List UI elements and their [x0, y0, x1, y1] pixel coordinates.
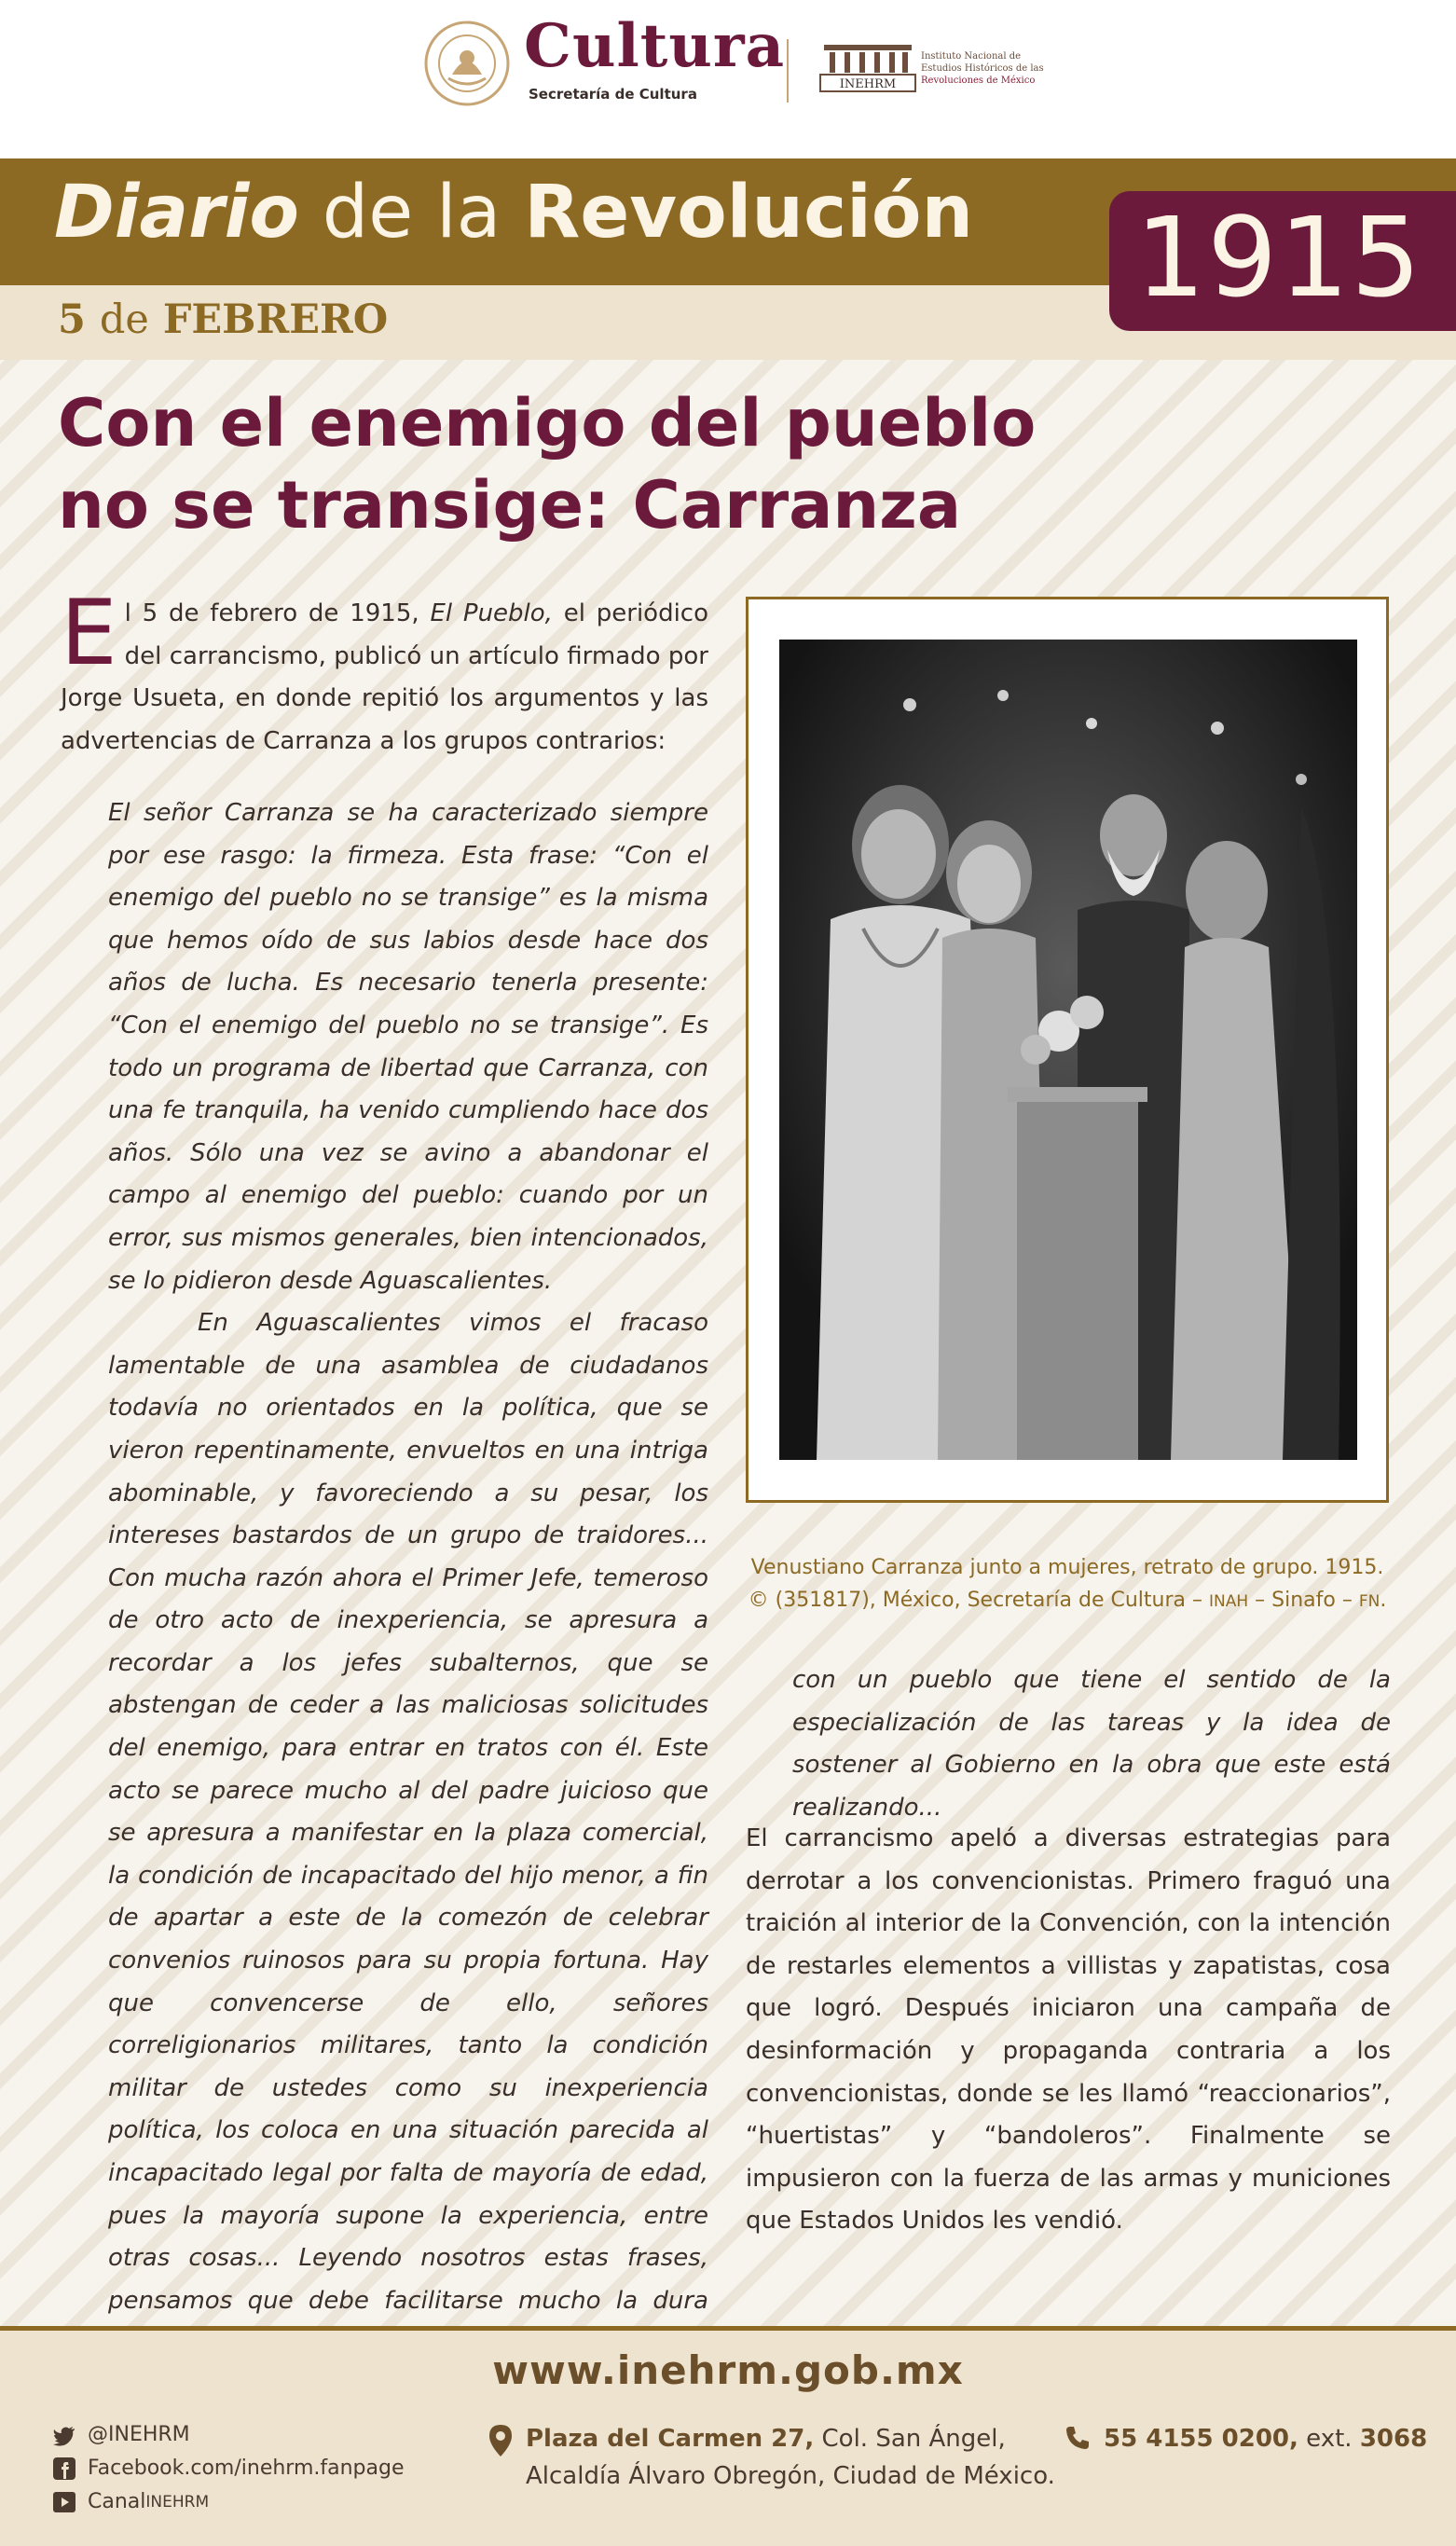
caption-credit-a: © (351817), México, Secretaría de Cultura –: [748, 1589, 1209, 1612]
inehrm-line-1: Instituto Nacional de: [921, 51, 1022, 62]
drop-cap: E: [61, 581, 117, 685]
caption-fn: FN: [1358, 1592, 1380, 1611]
quote-paragraph-2: En Aguascalientes vimos el fracaso lamentable de una asamblea de ciudadanos todavía no orientados en la política, que se vieron repentinamente, envueltos en una intriga abominable, y favoreciendo a su pesar, los intereses bastardos de un grupo de traidores... Con mucha razón ahora el Primer Jefe, temeroso de otro acto de inexperiencia, se apresura a recordar a los jefes subalternos, que se abstengan de ceder a las maliciosas solicitudes del enemigo, para entrar en tratos con él. Este acto se parece mucho al del padre juicioso que se apresura a manifestar en la plaza comercial, la condición de incapacitado del hijo menor, a fin de apartar a este de la comezón de celebrar convenios ruinosos para su propia fortuna. Hay que convencerse de ello, señores correligionarios militares, tanto la condición militar de ustedes como su inexperiencia política, los coloca en una situación parecida al incapacitado legal por falta de mayoría de edad, pues la mayoría supone la experiencia, entre otras cosas... Leyendo nosotros estas frases, pensamos que debe facilitarse mucho la dura: [108, 1309, 708, 2315]
caption-inah: INAH: [1209, 1592, 1249, 1611]
diario-title: [54, 171, 974, 255]
lead-newspaper-name: El Pueblo,: [430, 599, 553, 627]
brand-title: Cultura: [524, 11, 786, 81]
year-label: 1915: [1135, 193, 1423, 322]
brand-subtitle: Secretaría de Cultura: [529, 86, 697, 103]
date-de: de: [99, 296, 149, 343]
address-line-2: Alcaldía Álvaro Obregón, Ciudad de México.: [526, 2462, 1055, 2490]
logo-divider: [787, 39, 789, 103]
facebook-icon: [52, 2457, 76, 2481]
address-lines: [526, 2420, 1085, 2495]
address-colonia: Col. San Ángel,: [814, 2425, 1006, 2453]
headline-line-1: Con el enemigo del pueblo: [58, 385, 1037, 461]
date-line: [58, 296, 388, 343]
photo-caption: [746, 1551, 1389, 1618]
phone: [1065, 2420, 1427, 2457]
twitter-handle: @INEHRM: [88, 2423, 190, 2446]
caption-line-1: Venustiano Carranza junto a mujeres, retrato de grupo. 1915.: [750, 1556, 1384, 1579]
inehrm-wordmark: INEHRM: [839, 77, 897, 91]
headline: [58, 382, 1083, 546]
seal-icon: [424, 21, 510, 106]
address-line-1: [526, 2420, 1085, 2457]
lead-text-b: el periódico del carrancismo, publicó un artículo firmado por Jorge Usueta, en donde repitió los argumentos y las advertencias de Carranza a los grupos contrarios:: [61, 599, 708, 755]
closing-paragraph: El carrancismo apeló a diversas estrategias para derrotar a los convencionistas. Primero fraguó una traición al interior de la Convención, con la intención de restarles elementos a villistas y zapatistas, cosa que logró. Después iniciaron una campaña de desinformación y propaganda contraria a los convencionistas, donde se les llamó “reaccionarios”, “huertistas” y “bandoleros”. Finalmente se impusieron con la fuerza de las armas y municiones que Estados Unidos les vendió.: [746, 1824, 1391, 2236]
inehrm-line-2: Estudios Históricos de las: [921, 63, 1044, 74]
quote-left-column: [108, 792, 708, 2365]
website-link[interactable]: www.inehrm.gob.mx: [492, 2347, 964, 2393]
quote-right-column: con un pueblo que tiene el sentido de la especialización de las tareas y la idea de sostener al Gobierno en la obra que este está realizando...: [792, 1666, 1391, 1822]
inehrm-name: [921, 50, 1044, 87]
phone-number: 55 4155 0200,: [1104, 2425, 1298, 2453]
youtube-channel: INEHRM: [145, 2493, 210, 2512]
title-diario: Diario: [54, 171, 299, 255]
youtube-icon: [52, 2490, 76, 2514]
inehrm-line-3: Revoluciones de México: [921, 76, 1036, 86]
social-links: [52, 2418, 405, 2519]
lead-text-a: l 5 de febrero de 1915,: [124, 599, 431, 627]
date-month: FEBRERO: [162, 296, 389, 343]
address-street: Plaza del Carmen 27,: [526, 2425, 815, 2453]
caption-end: .: [1380, 1589, 1387, 1612]
caption-credit-b: – Sinafo –: [1248, 1589, 1359, 1612]
twitter-icon: [52, 2423, 76, 2447]
phone-icon: [1065, 2425, 1091, 2451]
youtube-link[interactable]: [52, 2485, 405, 2519]
twitter-link[interactable]: [52, 2418, 405, 2452]
date-day: 5: [58, 296, 86, 343]
map-pin-icon: [488, 2424, 513, 2457]
lead-paragraph: [61, 581, 708, 763]
caption-line-2: [746, 1584, 1389, 1618]
facebook-url: Facebook.com/inehrm.fanpage: [88, 2457, 405, 2480]
youtube-prefix: Canal: [88, 2490, 146, 2513]
quote-paragraph-1: El señor Carranza se ha caracterizado siempre por ese rasgo: la firmeza. Esta frase: “Con el enemigo del pueblo no se transige” es la misma que hemos oído de sus labios desde hace dos años de lucha. Es necesario tenerla presente: “Con el enemigo del pueblo no se transige”. Es todo un programa de libertad que Carranza, con una fe tranquila, ha venido cumpliendo hace dos años. Sólo una vez se avino a abandonar el campo al enemigo del pueblo: cuando por un error, sus mismos generales, bien intencionados, se lo pidieron desde Aguascalientes.: [108, 799, 708, 1295]
inehrm-building-icon: [817, 39, 919, 93]
facebook-link[interactable]: [52, 2452, 405, 2485]
headline-line-2: no se transige: Carranza: [58, 467, 962, 544]
title-de-la: de la: [322, 171, 501, 255]
title-revolucion: Revolución: [524, 171, 974, 255]
phone-ext-label: ext.: [1298, 2425, 1360, 2453]
phone-ext-number: 3068: [1359, 2425, 1428, 2453]
historical-photo: [779, 640, 1357, 1460]
